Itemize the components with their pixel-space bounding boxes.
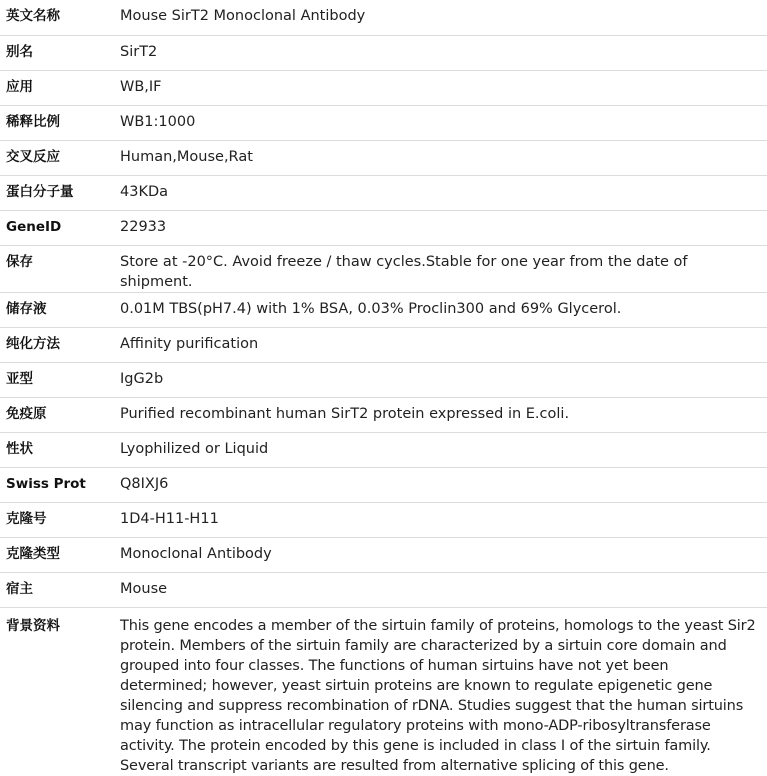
- spec-row-storage: [0, 245, 767, 292]
- row-label: 克隆类型: [0, 537, 120, 572]
- row-value: IgG2b: [120, 362, 767, 397]
- row-label: 免疫原: [0, 397, 120, 432]
- row-value: Store at -20°C. Avoid freeze / thaw cycles.Stable for one year from the date of shipment.: [120, 245, 767, 292]
- spec-row-buffer: [0, 292, 767, 327]
- row-value: 43KDa: [120, 175, 767, 210]
- row-value: 1D4-H11-H11: [120, 502, 767, 537]
- row-value: Human,Mouse,Rat: [120, 140, 767, 175]
- row-value: Q8IXJ6: [120, 467, 767, 502]
- row-label: 纯化方法: [0, 327, 120, 362]
- row-value: 22933: [120, 210, 767, 245]
- row-value: WB1:1000: [120, 105, 767, 140]
- row-value: WB,IF: [120, 70, 767, 105]
- background-description: This gene encodes a member of the sirtuin family of proteins, homologs to the yeast Sir2 protein. Members of the sirtuin family are characterized by a sirtuin core domain and grouped into four classes. The functions of human sirtuins have not yet been determined; however, yeast sirtuin proteins are known to regulate epigenetic gene silencing and suppress recombination of rDNA. Studies suggest that the human sirtuins may function as intracellular regulatory proteins with mono-ADP-ribosyltransferase activity. The protein encoded by this gene is included in class I of the sirtuin family. Several transcript variants are resulted from alternative splicing of this gene.: [120, 617, 756, 774]
- row-value: Lyophilized or Liquid: [120, 432, 767, 467]
- row-label: Swiss Prot: [0, 467, 120, 502]
- row-label: 背景资料: [6, 617, 60, 634]
- spec-row-english-name: [0, 0, 767, 35]
- row-value: Mouse: [120, 572, 767, 607]
- row-label: 英文名称: [0, 0, 120, 35]
- spec-row-swiss-prot: [0, 467, 767, 502]
- row-label: 储存液: [0, 292, 120, 327]
- row-label: 交叉反应: [0, 140, 120, 175]
- spec-row-form: [0, 432, 767, 467]
- row-value: Monoclonal Antibody: [120, 537, 767, 572]
- row-label: 克隆号: [0, 502, 120, 537]
- row-label: 亚型: [0, 362, 120, 397]
- row-label: 宿主: [0, 572, 120, 607]
- spec-row-isotype: [0, 362, 767, 397]
- spec-row-purification: [0, 327, 767, 362]
- spec-row-application: [0, 70, 767, 105]
- row-label: GeneID: [0, 210, 120, 245]
- row-label: 保存: [0, 245, 120, 292]
- spec-row-background: [0, 607, 767, 776]
- spec-row-molecular-weight: [0, 175, 767, 210]
- row-value: SirT2: [120, 35, 767, 70]
- row-label: 别名: [0, 35, 120, 70]
- row-value: Affinity purification: [120, 327, 767, 362]
- row-label: 蛋白分子量: [0, 175, 120, 210]
- row-label: 应用: [0, 70, 120, 105]
- row-value: Mouse SirT2 Monoclonal Antibody: [120, 0, 767, 35]
- spec-row-gene-id: [0, 210, 767, 245]
- row-value: Purified recombinant human SirT2 protein expressed in E.coli.: [120, 397, 767, 432]
- spec-row-clone-number: [0, 502, 767, 537]
- spec-row-clonality: [0, 537, 767, 572]
- spec-row-alias: [0, 35, 767, 70]
- row-label: 性状: [0, 432, 120, 467]
- spec-row-dilution: [0, 105, 767, 140]
- spec-row-reactivity: [0, 140, 767, 175]
- spec-row-host: [0, 572, 767, 607]
- spec-row-immunogen: [0, 397, 767, 432]
- row-label: 稀释比例: [0, 105, 120, 140]
- row-value: 0.01M TBS(pH7.4) with 1% BSA, 0.03% Proclin300 and 69% Glycerol.: [120, 292, 767, 327]
